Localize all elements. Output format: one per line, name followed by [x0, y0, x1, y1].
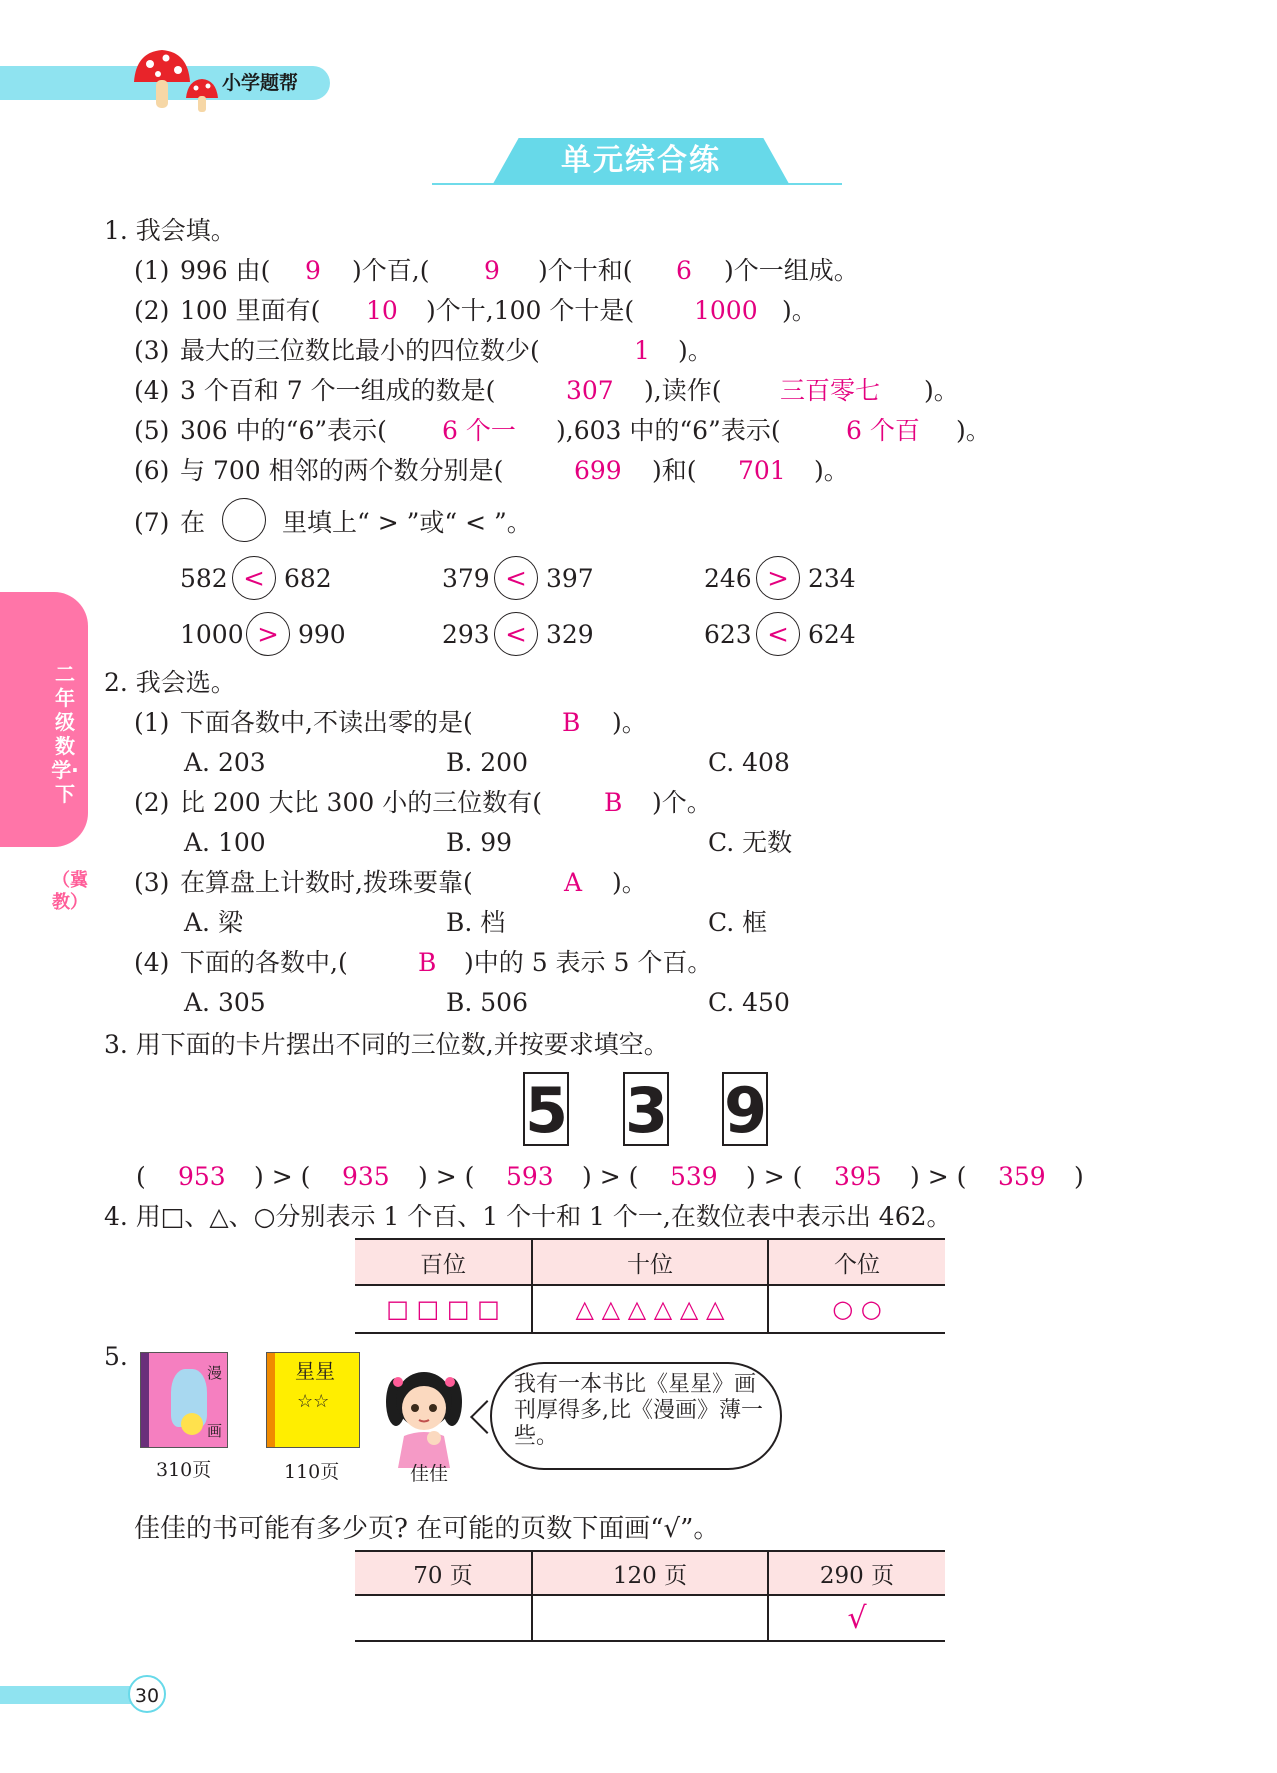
q1-5-text-b: ),603 中的“6”表示(: [556, 416, 781, 445]
q1-4-answer-a: 307: [566, 376, 614, 405]
q2-3-num: (3): [134, 868, 170, 897]
q2-1-text-a: 下面各数中,不读出零的是(: [180, 708, 473, 737]
q1-6-text-a: 与 700 相邻的两个数分别是(: [180, 456, 504, 485]
q1-6-answer-a: 699: [574, 456, 622, 485]
q1-4-text-c: )。: [924, 376, 959, 405]
q1-1-text-c: )个十和(: [538, 256, 633, 285]
mark-120: [532, 1595, 768, 1641]
q3-answer-5: 395: [834, 1162, 882, 1191]
girl-name: 佳佳: [410, 1463, 449, 1485]
q3-sep: ) > (: [254, 1162, 311, 1191]
empty-circle-icon: [222, 498, 266, 542]
q1-2-num: (2): [134, 296, 170, 325]
q1-5-text-c: )。: [956, 416, 991, 445]
q1-3-text-b: )。: [678, 336, 713, 365]
q2-2-text-b: )个。: [652, 788, 712, 817]
q1-2-text-b: )个十,100 个十是(: [426, 296, 635, 325]
q1-3-num: (3): [134, 336, 170, 365]
compare-right: 990: [298, 620, 346, 649]
header-120: 120 页: [532, 1551, 768, 1595]
q3-sep: ) > (: [910, 1162, 967, 1191]
page-title: 单元综合练: [561, 143, 721, 178]
comic-book-icon: [140, 1352, 228, 1448]
q2-3-option-a: A. 梁: [184, 908, 243, 937]
header-ones: 个位: [768, 1239, 945, 1285]
q1-5-num: (5): [134, 416, 170, 445]
mark-290: √: [768, 1595, 945, 1641]
q1-4-text-a: 3 个百和 7 个一组成的数是(: [180, 376, 496, 405]
q1-1-text-d: )个一组成。: [724, 256, 859, 285]
q2-4-text-b: )中的 5 表示 5 个百。: [464, 948, 713, 977]
footer-band: [0, 1686, 132, 1704]
compare-sign: <: [232, 556, 276, 600]
q3-close-paren: ): [1074, 1162, 1084, 1191]
compare-sign: >: [756, 556, 800, 600]
q5-question: 佳佳的书可能有多少页? 在可能的页数下面画“√”。: [134, 1514, 720, 1544]
q3-answer-4: 539: [670, 1162, 718, 1191]
table-header-row: [355, 1551, 945, 1595]
q2-3-answer: A: [564, 868, 583, 897]
cell-hundreds: □ □ □ □: [355, 1285, 532, 1333]
q3-answer-6: 359: [998, 1162, 1046, 1191]
q2-3-option-c: C. 框: [708, 908, 768, 937]
q1-4-answer-b: 三百零七: [780, 376, 881, 405]
mushroom-icon: [128, 44, 220, 114]
edition-label: （冀教）: [52, 870, 88, 913]
compare-right: 624: [808, 620, 856, 649]
header-hundreds: 百位: [355, 1239, 532, 1285]
q3-heading: 3. 用下面的卡片摆出不同的三位数,并按要求填空。: [104, 1030, 669, 1059]
q1-6-text-c: )。: [814, 456, 849, 485]
star-book-stars: ☆☆: [297, 1391, 330, 1412]
q1-7-text-a: 在: [180, 508, 206, 537]
q3-open-paren: (: [136, 1162, 146, 1191]
compare-left: 623: [704, 620, 752, 649]
cell-tens: △ △ △ △ △ △: [532, 1285, 768, 1333]
compare-right: 682: [284, 564, 332, 593]
cell-ones: ○ ○: [768, 1285, 945, 1333]
q2-4-num: (4): [134, 948, 170, 977]
q1-5-text-a: 306 中的“6”表示(: [180, 416, 387, 445]
star-book-icon: [266, 1352, 360, 1448]
digit-card: 5: [525, 1074, 569, 1147]
q1-1-answer-b: 9: [484, 256, 500, 285]
q3-sep: ) > (: [582, 1162, 639, 1191]
header-tens: 十位: [532, 1239, 768, 1285]
comic-title-top: 漫: [207, 1364, 223, 1382]
q1-1-text-a: 996 由(: [180, 256, 271, 285]
pages-table: [355, 1550, 945, 1642]
star-book-pages: 110页: [284, 1461, 340, 1483]
speech-text: 我有一本书比《星星》画刊厚得多,比《漫画》薄一些。: [514, 1372, 763, 1449]
q2-4-answer: B: [418, 948, 437, 977]
table-row: [355, 1285, 945, 1333]
brand-label: 小学题帮: [222, 72, 299, 94]
compare-left: 293: [442, 620, 490, 649]
q3-answer-3: 593: [506, 1162, 554, 1191]
q2-1-option-c: C. 408: [708, 748, 790, 777]
q1-7-text-b: 里填上“ > ”或“ < ”。: [282, 508, 532, 537]
q2-3-option-b: B. 档: [446, 908, 506, 937]
star-book-title: 星星: [295, 1359, 335, 1383]
q2-4-option-a: A. 305: [184, 988, 266, 1017]
q3-sep: ) > (: [746, 1162, 803, 1191]
q2-2-text-a: 比 200 大比 300 小的三位数有(: [180, 788, 542, 817]
q1-6-text-b: )和(: [652, 456, 697, 485]
q2-1-num: (1): [134, 708, 170, 737]
q1-4-text-b: ),读作(: [644, 376, 722, 405]
q2-4-option-b: B. 506: [446, 988, 528, 1017]
place-value-table: [355, 1238, 945, 1334]
q1-2-answer-a: 10: [366, 296, 398, 325]
grade-label: 二年级数学·下: [51, 662, 79, 806]
q2-1-answer: B: [562, 708, 581, 737]
q1-1-answer-c: 6: [676, 256, 692, 285]
q1-3-text-a: 最大的三位数比最小的四位数少(: [180, 336, 540, 365]
q2-2-option-a: A. 100: [184, 828, 266, 857]
compare-left: 582: [180, 564, 228, 593]
q2-1-option-a: A. 203: [184, 748, 266, 777]
q1-heading: 1. 我会填。: [104, 216, 236, 245]
q1-1-text-b: )个百,(: [352, 256, 430, 285]
compare-right: 329: [546, 620, 594, 649]
q1-6-num: (6): [134, 456, 170, 485]
table-header-row: [355, 1239, 945, 1285]
q1-3-answer-a: 1: [634, 336, 650, 365]
q4-heading: 4. 用□、△、○分别表示 1 个百、1 个十和 1 个一,在数位表中表示出 462。: [104, 1202, 952, 1231]
table-row: [355, 1595, 945, 1641]
q2-2-option-b: B. 99: [446, 828, 513, 857]
q1-6-answer-b: 701: [738, 456, 786, 485]
q2-4-option-c: C. 450: [708, 988, 790, 1017]
q1-1-num: (1): [134, 256, 170, 285]
q2-1-text-b: )。: [612, 708, 647, 737]
q1-2-text-c: )。: [782, 296, 817, 325]
comic-pages: 310页: [156, 1459, 212, 1481]
q2-3-text-b: )。: [612, 868, 647, 897]
compare-left: 379: [442, 564, 490, 593]
digit-card: 3: [625, 1074, 669, 1147]
compare-left: 1000: [180, 620, 244, 649]
compare-sign: <: [494, 612, 538, 656]
q2-3-text-a: 在算盘上计数时,拨珠要靠(: [180, 868, 473, 897]
compare-sign: <: [494, 556, 538, 600]
comic-title-bottom: 画: [207, 1422, 223, 1440]
q3-answer-2: 935: [342, 1162, 390, 1191]
q2-1-option-b: B. 200: [446, 748, 528, 777]
q1-5-answer-a: 6 个一: [442, 416, 516, 445]
q1-2-answer-b: 1000: [694, 296, 758, 325]
digit-card: 9: [724, 1074, 768, 1147]
compare-left: 246: [704, 564, 752, 593]
q5-num: 5.: [104, 1342, 128, 1371]
q3-answer-1: 953: [178, 1162, 226, 1191]
q2-2-answer: B: [604, 788, 623, 817]
q2-2-option-c: C. 无数: [708, 828, 793, 857]
compare-right: 397: [546, 564, 594, 593]
q2-heading: 2. 我会选。: [104, 668, 236, 697]
q1-2-text-a: 100 里面有(: [180, 296, 321, 325]
page-number: 30: [128, 1675, 166, 1713]
q1-7-num: (7): [134, 508, 170, 537]
q3-sep: ) > (: [418, 1162, 475, 1191]
compare-right: 234: [808, 564, 856, 593]
girl-icon: [378, 1360, 470, 1470]
mark-70: [355, 1595, 532, 1641]
q1-4-num: (4): [134, 376, 170, 405]
header-70: 70 页: [355, 1551, 532, 1595]
compare-sign: <: [756, 612, 800, 656]
q2-4-text-a: 下面的各数中,(: [180, 948, 348, 977]
header-290: 290 页: [768, 1551, 945, 1595]
q1-1-answer-a: 9: [305, 256, 321, 285]
q1-5-answer-b: 6 个百: [846, 416, 920, 445]
compare-sign: >: [246, 612, 290, 656]
q2-2-num: (2): [134, 788, 170, 817]
